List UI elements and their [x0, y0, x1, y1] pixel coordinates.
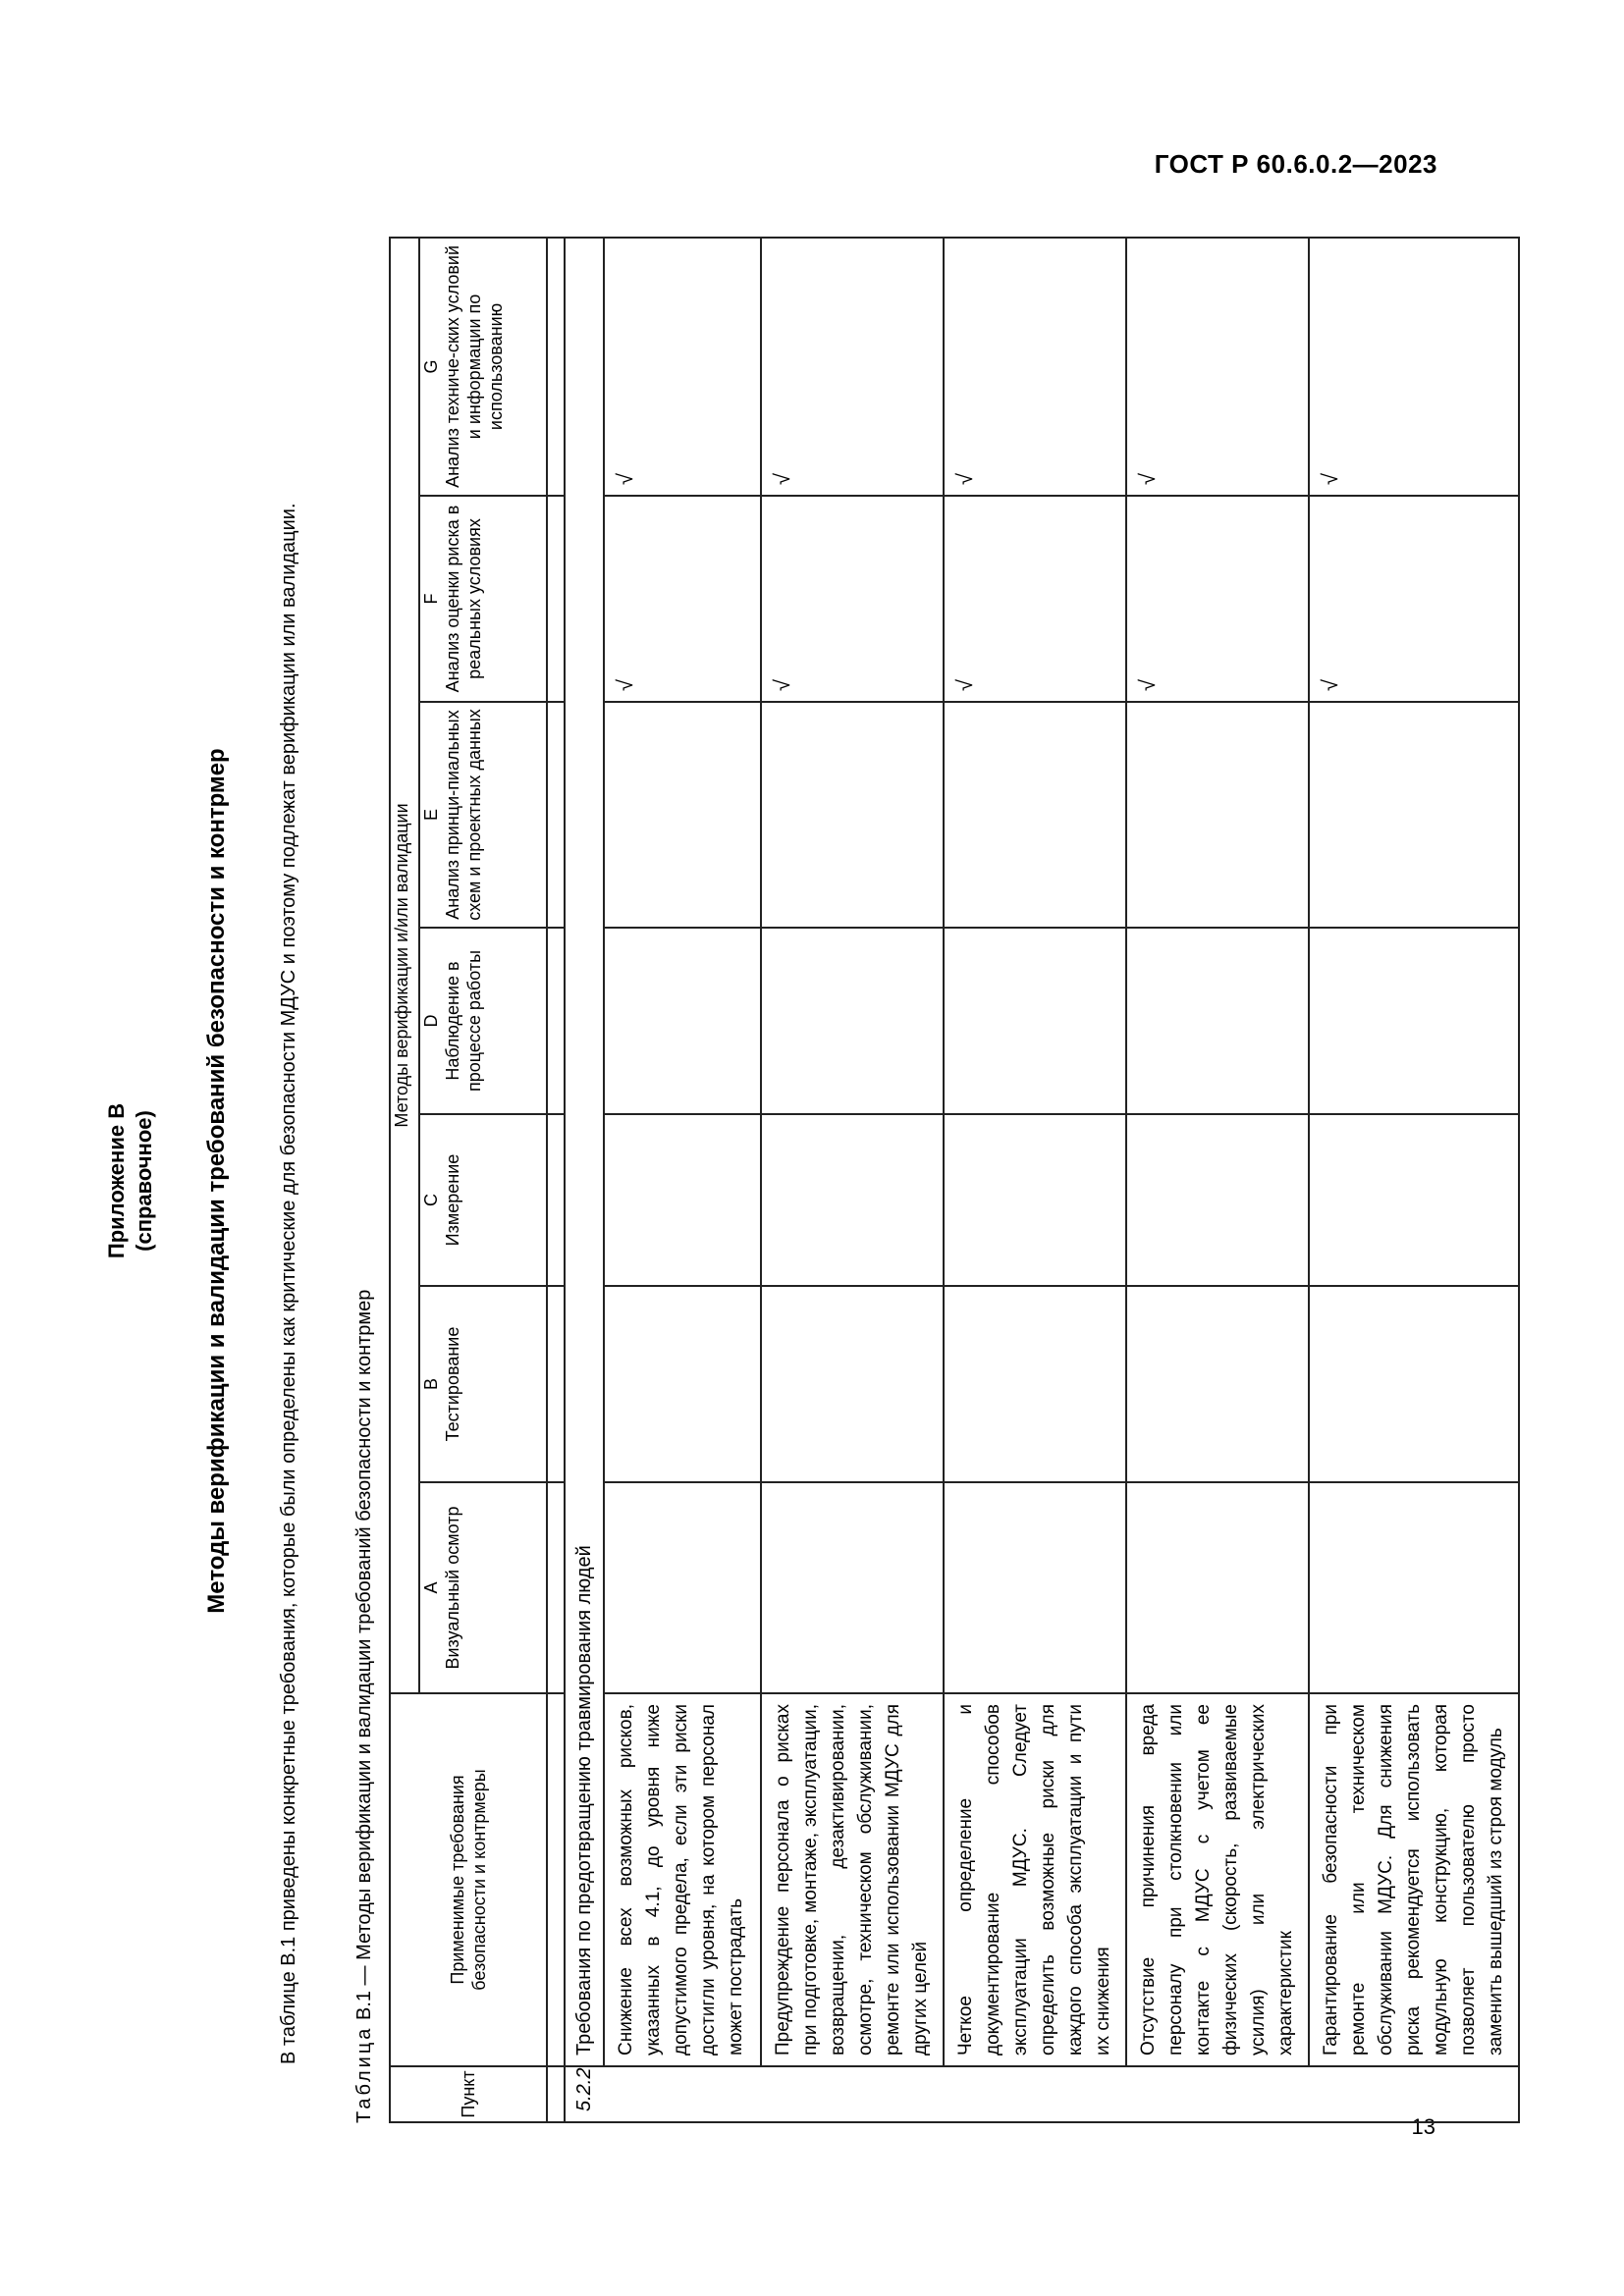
- mark-e: [604, 702, 761, 928]
- requirement-text: Снижение всех возможных рисков, указанных в 4.1, до уровня ниже допустимого предела, если эти риски достигли уровня, на котором персонал может пострадать: [604, 1693, 761, 2066]
- mark-d: [1126, 928, 1309, 1114]
- table-row: [761, 238, 944, 2122]
- header-methods-group: Методы верификации и/или валидации: [390, 238, 419, 1693]
- table-row: [1126, 238, 1309, 2122]
- method-name: Тестирование: [443, 1326, 462, 1442]
- mark-g: √: [944, 238, 1126, 496]
- section-title: Методы верификации и валидации требований безопасности и контрмер: [203, 748, 230, 1614]
- header-method-e: [419, 702, 547, 928]
- method-name: Анализ оценки риска в реальных условиях: [443, 505, 484, 693]
- method-name: Визуальный осмотр: [443, 1506, 462, 1670]
- header-method-a: [419, 1482, 547, 1693]
- requirement-text: Предупреждение персонала о рисках при подготовке, монтаже, эксплуатации, возвращении, дезактивировании, осмотре, техническом обслуживании, ремонте или использовании МДУС для других целей: [761, 1693, 944, 2066]
- mark-c: [1126, 1114, 1309, 1286]
- intro-paragraph: В таблице В.1 приведены конкретные требования, которые были определены как критические для безопасности МДУС и поэтому подлежат верификации или валидации.: [278, 503, 299, 2064]
- page-number: 13: [1411, 2114, 1435, 2139]
- mark-a: [1126, 1482, 1309, 1693]
- mark-f: √: [944, 496, 1126, 702]
- header-method-f: [419, 496, 547, 702]
- rotated-page-content: [104, 239, 1506, 2123]
- verification-table: [389, 237, 1520, 2123]
- mark-g: √: [604, 238, 761, 496]
- mark-c: [761, 1114, 944, 1286]
- mark-e: [1309, 702, 1519, 928]
- requirement-text: Гарантирование безопасности при ремонте или техническом обслуживании МДУС. Для снижения риска рекомендуется использовать модульную конструкцию, которая позволяет пользователю просто заменить вышедший из строя модуль: [1309, 1693, 1519, 2066]
- mark-b: [1309, 1286, 1519, 1482]
- header-method-g: [419, 238, 547, 496]
- table-row: [604, 238, 761, 2122]
- section-clause: 5.2.2: [565, 2066, 1519, 2122]
- mark-b: [1126, 1286, 1309, 1482]
- mark-g: √: [761, 238, 944, 496]
- mark-b: [761, 1286, 944, 1482]
- requirement-text: Отсутствие причинения вреда персоналу при столкновении или контакте с МДУС с учетом ее физических (скорость, развиваемые усилия) или электрических характеристик: [1126, 1693, 1309, 2066]
- mark-f: √: [604, 496, 761, 702]
- mark-e: [761, 702, 944, 928]
- mark-b: [604, 1286, 761, 1482]
- appendix-subtitle: (справочное): [132, 1110, 156, 1252]
- table-caption: [352, 1290, 377, 2123]
- method-letter: E: [421, 809, 441, 822]
- mark-a: [761, 1482, 944, 1693]
- method-letter: F: [421, 593, 441, 605]
- header-clause: Пункт: [390, 2066, 547, 2122]
- mark-e: [1126, 702, 1309, 928]
- method-letter: A: [421, 1581, 441, 1594]
- mark-b: [944, 1286, 1126, 1482]
- method-letter: C: [421, 1194, 441, 1206]
- mark-e: [944, 702, 1126, 928]
- mark-a: [604, 1482, 761, 1693]
- method-name: Измерение: [443, 1153, 462, 1247]
- mark-d: [761, 928, 944, 1114]
- mark-f: √: [1126, 496, 1309, 702]
- method-letter: D: [421, 1014, 441, 1028]
- mark-d: [944, 928, 1126, 1114]
- requirement-text: Четкое определение и документирование способов эксплуатации МДУС. Следует определить возможные риски для каждого способа эксплуатации и пути их снижения: [944, 1693, 1126, 2066]
- mark-c: [944, 1114, 1126, 1286]
- header-method-c: [419, 1114, 547, 1286]
- section-row: [565, 238, 604, 2122]
- method-name: Наблюдение в процессе работы: [443, 949, 484, 1093]
- method-letter: B: [421, 1378, 441, 1391]
- document-code: ГОСТ Р 60.6.0.2—2023: [1154, 149, 1437, 179]
- mark-d: [604, 928, 761, 1114]
- mark-a: [944, 1482, 1126, 1693]
- table-row: [944, 238, 1126, 2122]
- table-row: [1309, 238, 1519, 2122]
- mark-g: √: [1309, 238, 1519, 496]
- mark-f: √: [761, 496, 944, 702]
- method-letter: G: [421, 359, 441, 374]
- method-name: Анализ принци-пиальных схем и проектных данных: [443, 709, 484, 921]
- header-method-d: [419, 928, 547, 1114]
- mark-c: [604, 1114, 761, 1286]
- table-spacer-row: [547, 238, 565, 2122]
- mark-c: [1309, 1114, 1519, 1286]
- method-name: Анализ техниче-ских условий и информации по использованию: [443, 245, 506, 488]
- table-header-row: [390, 238, 419, 2122]
- table-caption-text: В.1 — Методы верификации и валидации требований безопасности и контрмер: [353, 1289, 375, 2021]
- appendix-title: Приложение В: [104, 1102, 129, 1259]
- mark-d: [1309, 928, 1519, 1114]
- mark-g: √: [1126, 238, 1309, 496]
- table-caption-label: Таблица: [353, 2025, 375, 2123]
- mark-f: √: [1309, 496, 1519, 702]
- section-heading: Требования по предотвращению травмирования людей: [565, 238, 604, 2066]
- header-method-b: [419, 1286, 547, 1482]
- header-requirements: Применимые требования безопасности и контрмеры: [390, 1693, 547, 2066]
- mark-a: [1309, 1482, 1519, 1693]
